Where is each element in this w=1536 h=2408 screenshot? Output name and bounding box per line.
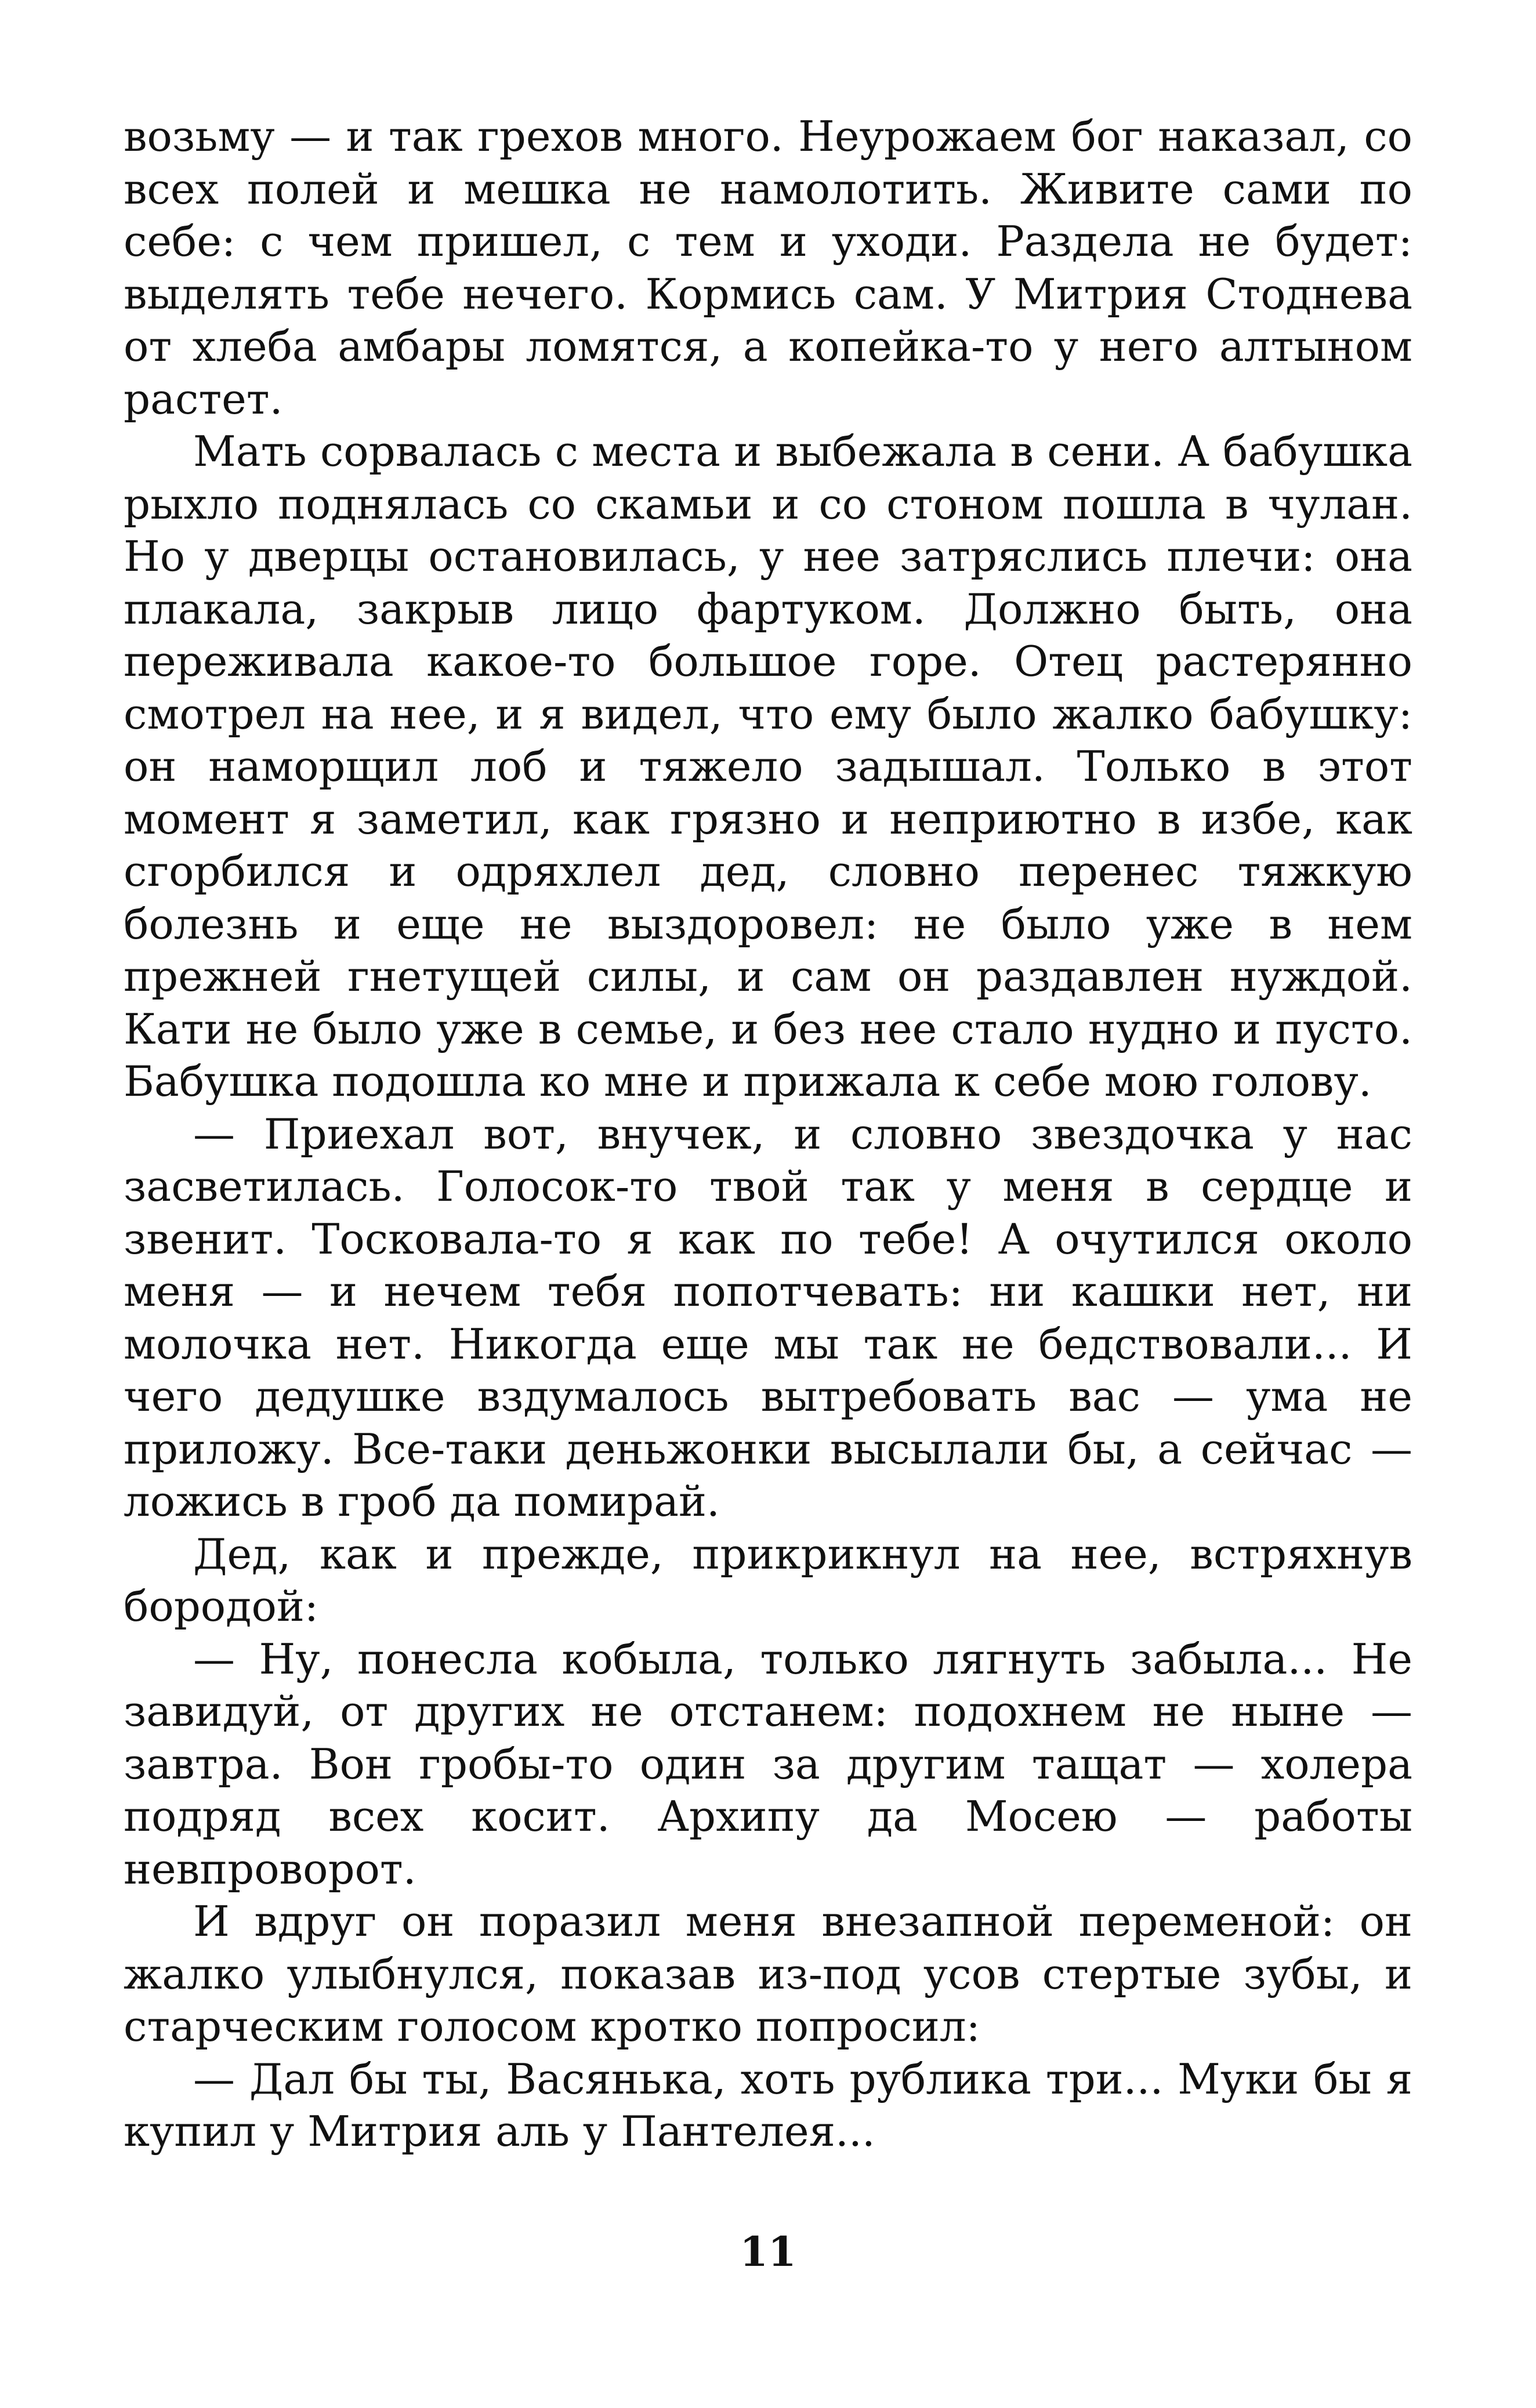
paragraph-5: — Ну, понесла кобыла, только лягнуть забыла... Не завидуй, от других не отстанем: подохнем не ныне — завтра. Вон гробы-то один за другим тащат — холера подряд всех косит. Архипу да Мосею — работы невпроворот. [124, 1634, 1412, 1893]
paragraph-7: — Дал бы ты, Васянька, хоть рублика три... Муки бы я купил у Митрия аль у Пантелея... [124, 2054, 1412, 2156]
paragraph-6: И вдруг он поразил меня внезапной переменой: он жалко улыбнулся, показав из-под усов стертые зубы, и старческим голосом кротко попросил: [124, 1897, 1412, 2051]
paragraph-2: Мать сорвалась с места и выбежала в сени. А бабушка рыхло поднялась со скамьи и со стоном пошла в чулан. Но у дверцы остановилась, у нее затряслись плечи: она плакала, закрыв лицо фартуком. Должно быть, она переживала какое-то большое горе. Отец растерянно смотрел на нее, и я видел, что ему было жалко бабушку: он наморщил лоб и тяжело задышал. Только в этот момент я заметил, как грязно и неприютно в избе, как сгорбился и одряхлел дед, словно перенес тяжкую болезнь и еще не выздоровел: не было уже в нем прежней гнетущей силы, и сам он раздавлен нуждой. Кати не было уже в семье, и без нее стало нудно и пусто. Бабушка подошла ко мне и прижала к себе мою голову. [124, 427, 1412, 1106]
paragraph-1: возьму — и так грехов много. Неурожаем бог наказал, со всех полей и мешка не намолотить. Живите сами по себе: с чем пришел, с тем и уходи. Раздела не будет: выделять тебе нечего. Кормись сам. У Митрия Стоднева от хлеба амбары ломятся, а копейка-то у него алтыном растет. [124, 112, 1412, 423]
page-number: 11 [740, 2228, 796, 2276]
paragraph-4: Дед, как и прежде, прикрикнул на нее, встряхнув бородой: [124, 1529, 1412, 1631]
paragraph-3: — Приехал вот, внучек, и словно звездочка у нас засветилась. Голосок-то твой так у меня в сердце и звенит. Тосковала-то я как по тебе! А очутился около меня — и нечем тебя попотчевать: ни кашки нет, ни молочка нет. Никогда еще мы так не бедствовали... И чего дедушке вздумалось вытребовать вас — ума не приложу. Все-таки деньжонки высылали бы, а сейчас — ложись в гроб да помирай. [124, 1109, 1412, 1526]
text-column [124, 110, 1412, 2158]
